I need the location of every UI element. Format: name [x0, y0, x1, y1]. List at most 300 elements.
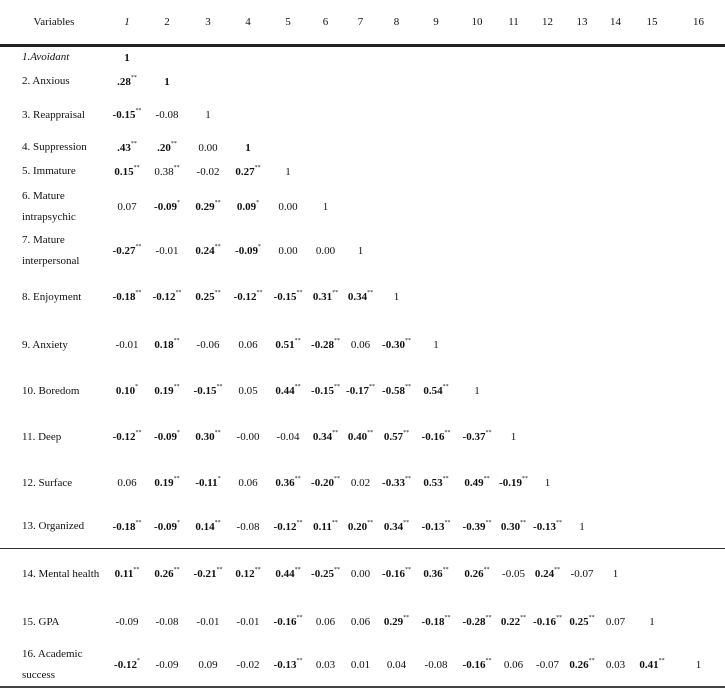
cell-value: -0.15 [311, 385, 334, 397]
correlation-cell [497, 460, 530, 506]
significance-marker: ** [333, 384, 340, 390]
correlation-cell [457, 160, 497, 183]
row-label: 11. Deep [22, 430, 62, 443]
correlation-cell [497, 272, 530, 322]
correlation-cell [632, 322, 672, 368]
correlation-cell [415, 548, 457, 600]
cell-value: -0.13 [533, 520, 556, 533]
cell-value: 0.30 [195, 431, 215, 443]
header-variables: Variables [33, 16, 75, 28]
correlation-cell [497, 46, 530, 69]
significance-marker: ** [404, 476, 411, 482]
correlation-cell [378, 644, 415, 687]
cell-value: 0.44 [275, 568, 295, 581]
significance-marker: ** [555, 615, 562, 621]
correlation-cell [497, 600, 530, 644]
cell-value: 0.51 [275, 339, 295, 351]
significance-marker: ** [173, 338, 180, 344]
correlation-cell [146, 460, 188, 506]
correlation-cell [188, 68, 228, 95]
correlation-cell [308, 46, 343, 69]
significance-marker: ** [367, 290, 374, 296]
correlation-cell [457, 272, 497, 322]
significance-marker: ** [442, 384, 449, 390]
correlation-cell [268, 135, 308, 160]
significance-marker: * [136, 658, 140, 664]
correlation-cell [378, 322, 415, 368]
correlation-cell [530, 46, 565, 69]
correlation-cell [268, 600, 308, 644]
correlation-cell [632, 548, 672, 600]
cell-value: 0.36 [423, 568, 443, 581]
correlation-cell [599, 68, 632, 95]
cell-value: -0.15 [273, 291, 297, 303]
cell-value: 0.12 [235, 568, 255, 581]
correlation-cell [378, 68, 415, 95]
table-row [0, 644, 725, 687]
correlation-cell [378, 548, 415, 600]
correlation-cell [188, 644, 228, 687]
cell-value: 0.15 [114, 165, 134, 178]
cell-value: -0.12 [152, 291, 176, 303]
correlation-cell [632, 368, 672, 414]
cell-value: -0.18 [421, 616, 445, 628]
correlation-cell [146, 46, 188, 69]
cell-value: 1 [433, 339, 439, 351]
correlation-cell [308, 230, 343, 272]
cell-value: 0.11 [313, 520, 332, 533]
cell-value: -0.16 [421, 431, 445, 443]
correlation-cell [188, 135, 228, 160]
significance-marker: ** [332, 290, 339, 296]
header-column: 6 [322, 16, 329, 28]
correlation-cell [530, 183, 565, 230]
significance-marker: ** [555, 519, 562, 526]
correlation-cell [228, 644, 268, 687]
correlation-cell [457, 600, 497, 644]
correlation-cell [146, 600, 188, 644]
correlation-cell [415, 68, 457, 95]
significance-marker: ** [254, 164, 261, 171]
cell-value: -0.39 [462, 520, 486, 533]
cell-value: 0.22 [500, 616, 521, 628]
cell-value: -0.08 [424, 659, 448, 671]
correlation-cell [378, 414, 415, 460]
correlation-cell [632, 95, 672, 135]
correlation-cell [308, 135, 343, 160]
correlation-cell [146, 506, 188, 548]
correlation-cell [188, 460, 228, 506]
correlation-cell [632, 68, 672, 95]
cell-value: -0.20 [311, 477, 334, 489]
correlation-cell [565, 135, 599, 160]
significance-marker: ** [135, 108, 142, 114]
correlation-cell [530, 68, 565, 95]
cell-value: 0.01 [350, 659, 371, 671]
correlation-cell [308, 600, 343, 644]
correlation-cell [672, 135, 725, 160]
cell-value: -0.12 [112, 431, 136, 443]
correlation-cell [343, 548, 378, 600]
correlation-cell [228, 414, 268, 460]
correlation-cell [228, 230, 268, 272]
row-label: 6. Mature intrapsychic [22, 189, 76, 223]
correlation-cell [497, 414, 530, 460]
cell-value: 0.24 [195, 245, 215, 257]
row-label: 14. Mental health [22, 567, 100, 580]
correlation-cell [228, 460, 268, 506]
correlation-cell [308, 95, 343, 135]
correlation-cell [565, 414, 599, 460]
correlation-cell [457, 183, 497, 230]
correlation-cell [108, 183, 146, 230]
correlation-cell [457, 322, 497, 368]
correlation-cell [268, 230, 308, 272]
correlation-cell [599, 322, 632, 368]
correlation-cell [457, 135, 497, 160]
cell-value: 0.14 [195, 520, 215, 533]
cell-value: 1 [544, 477, 551, 489]
correlation-cell [146, 68, 188, 95]
cell-value: -0.08 [155, 109, 179, 121]
correlation-cell [108, 600, 146, 644]
cell-value: 0.06 [503, 659, 524, 671]
cell-value: -0.08 [236, 520, 260, 533]
correlation-cell [672, 600, 725, 644]
correlation-cell [108, 368, 146, 414]
correlation-cell [308, 68, 343, 95]
correlation-cell [415, 368, 457, 414]
correlation-cell [308, 506, 343, 548]
correlation-cell [188, 230, 228, 272]
significance-marker: ** [444, 519, 451, 526]
significance-marker: ** [296, 290, 303, 296]
correlation-cell [497, 95, 530, 135]
significance-marker: ** [403, 430, 410, 436]
cell-value: 0.34 [383, 520, 404, 533]
cell-value: -0.07 [570, 568, 594, 581]
significance-marker: ** [135, 290, 142, 296]
correlation-cell [188, 160, 228, 183]
correlation-cell [108, 548, 146, 600]
correlation-cell [343, 414, 378, 460]
significance-marker: ** [294, 476, 301, 482]
correlation-cell [632, 460, 672, 506]
correlation-cell [565, 183, 599, 230]
cell-value: 0.31 [312, 291, 333, 303]
cell-value: 0.06 [350, 616, 371, 628]
cell-value: 0.04 [386, 659, 407, 671]
significance-marker: * [217, 476, 221, 482]
cell-value: -0.01 [115, 339, 139, 351]
cell-value: -0.09 [155, 659, 179, 671]
cell-value: 0.19 [154, 385, 174, 397]
correlation-cell [415, 95, 457, 135]
correlation-cell [146, 548, 188, 600]
correlation-cell [268, 368, 308, 414]
cell-value: 1 [649, 616, 655, 628]
correlation-cell [308, 272, 343, 322]
correlation-cell [565, 230, 599, 272]
table-row [0, 414, 725, 460]
correlation-cell [599, 414, 632, 460]
correlation-cell [268, 414, 308, 460]
significance-marker: ** [294, 384, 301, 390]
significance-marker: ** [216, 567, 223, 574]
correlation-cell [308, 414, 343, 460]
significance-marker: ** [367, 430, 374, 436]
correlation-cell [146, 272, 188, 322]
significance-marker: ** [216, 384, 223, 390]
correlation-cell [146, 368, 188, 414]
correlation-cell [343, 600, 378, 644]
cell-value: -0.01 [155, 245, 179, 257]
significance-marker: ** [133, 164, 140, 171]
significance-marker: ** [333, 338, 340, 344]
cell-value: 0.29 [195, 200, 215, 213]
correlation-cell [228, 506, 268, 548]
cell-value: 0.19 [154, 477, 174, 489]
cell-value: -0.17 [346, 385, 369, 397]
cell-value: -0.15 [112, 109, 136, 121]
cell-value: -0.11 [195, 477, 218, 489]
cell-value: 1 [510, 431, 517, 443]
cell-value: 1 [612, 568, 619, 581]
cell-value: -0.16 [462, 659, 486, 671]
correlation-cell [565, 95, 599, 135]
significance-marker: ** [170, 140, 177, 147]
cell-value: 0.57 [383, 431, 404, 443]
correlation-cell [228, 272, 268, 322]
correlation-cell [672, 548, 725, 600]
correlation-cell [497, 368, 530, 414]
significance-marker: ** [404, 338, 411, 344]
cell-value: -0.15 [193, 385, 217, 397]
row-label: 2. Anxious [22, 75, 70, 87]
row-label: 3. Reappraisal [22, 108, 85, 121]
correlation-cell [228, 322, 268, 368]
correlation-cell [378, 183, 415, 230]
cell-value: -0.13 [421, 520, 445, 533]
significance-marker: ** [173, 476, 180, 482]
correlation-cell [146, 95, 188, 135]
significance-marker: * [176, 199, 180, 206]
significance-marker: ** [294, 338, 301, 344]
cell-value: -0.18 [112, 520, 136, 533]
correlation-cell [457, 68, 497, 95]
correlation-cell [530, 600, 565, 644]
correlation-cell [530, 548, 565, 600]
correlation-cell [308, 460, 343, 506]
correlation-cell [415, 272, 457, 322]
correlation-cell [378, 46, 415, 69]
significance-marker: ** [442, 476, 449, 482]
correlation-cell [457, 414, 497, 460]
significance-marker: ** [254, 567, 261, 574]
cell-value: 1 [474, 385, 480, 397]
table-row [0, 548, 725, 600]
significance-marker: ** [175, 290, 182, 296]
cell-value: 0.36 [275, 477, 295, 489]
correlation-cell [108, 272, 146, 322]
cell-value: 0.03 [605, 659, 626, 671]
correlation-cell [599, 368, 632, 414]
correlation-cell [599, 548, 632, 600]
significance-marker: ** [173, 384, 180, 390]
correlation-cell [672, 506, 725, 548]
correlation-cell [188, 95, 228, 135]
cell-value: .43 [117, 141, 131, 154]
correlation-cell [343, 322, 378, 368]
correlation-cell [672, 414, 725, 460]
header-column: 5 [285, 16, 291, 28]
cell-value: 0.02 [350, 477, 371, 489]
correlation-cell [632, 414, 672, 460]
correlation-cell [228, 548, 268, 600]
row-label: 13. Organized [22, 520, 85, 533]
cell-value: 0.09 [236, 200, 257, 213]
cell-value: -0.09 [115, 616, 139, 628]
correlation-cell [632, 230, 672, 272]
correlation-cell [308, 644, 343, 687]
correlation-cell [188, 548, 228, 600]
correlation-cell [343, 460, 378, 506]
correlation-cell [632, 506, 672, 548]
cell-value: -0.25 [311, 568, 334, 581]
correlation-cell [228, 95, 268, 135]
correlation-cell [378, 95, 415, 135]
correlation-cell [343, 506, 378, 548]
table-row [0, 272, 725, 322]
correlation-cell [108, 135, 146, 160]
correlation-cell [632, 46, 672, 69]
correlation-cell [343, 95, 378, 135]
correlation-cell [308, 368, 343, 414]
header-column: 11 [508, 16, 519, 28]
correlation-cell [565, 506, 599, 548]
significance-marker: ** [214, 290, 221, 296]
cell-value: 0.25 [569, 616, 589, 628]
cell-value: 0.03 [315, 659, 336, 671]
cell-value: 0.26 [154, 568, 174, 581]
cell-value: -0.09 [235, 245, 258, 257]
correlation-cell [146, 644, 188, 687]
header-column: 13 [576, 16, 588, 28]
cell-value: 0.54 [423, 385, 443, 397]
correlation-cell [146, 135, 188, 160]
cell-value: 0.24 [534, 568, 555, 581]
correlation-cell [565, 272, 599, 322]
correlation-cell [530, 230, 565, 272]
correlation-cell [378, 600, 415, 644]
cell-value: 0.25 [195, 291, 215, 303]
correlation-cell [415, 160, 457, 183]
cell-value: 0.06 [238, 339, 258, 351]
correlation-cell [343, 135, 378, 160]
correlation-cell [343, 46, 378, 69]
correlation-cell [530, 135, 565, 160]
correlation-cell [497, 68, 530, 95]
correlation-cell [457, 548, 497, 600]
significance-marker: * [256, 199, 260, 206]
correlation-cell [188, 183, 228, 230]
correlation-cell [415, 230, 457, 272]
correlation-cell [672, 322, 725, 368]
cell-value: -0.28 [462, 616, 486, 628]
correlation-cell [530, 414, 565, 460]
row-label: 10. Boredom [22, 384, 80, 397]
significance-marker: ** [483, 476, 490, 482]
cell-value: -0.37 [462, 431, 486, 443]
correlation-cell [268, 272, 308, 322]
correlation-cell [378, 272, 415, 322]
correlation-cell [188, 322, 228, 368]
correlation-cell [530, 368, 565, 414]
correlation-cell [599, 506, 632, 548]
correlation-cell [497, 644, 530, 687]
correlation-cell [343, 272, 378, 322]
correlation-cell [268, 46, 308, 69]
significance-marker: ** [485, 519, 492, 526]
cell-value: 0.00 [278, 200, 298, 213]
cell-value: 0.10 [115, 385, 136, 397]
cell-value: -0.18 [112, 291, 136, 303]
cell-value: -0.16 [533, 616, 556, 628]
cell-value: -0.27 [112, 245, 136, 257]
cell-value: 1 [124, 51, 130, 64]
significance-marker: ** [485, 658, 492, 664]
cell-value: -0.09 [154, 200, 177, 213]
correlation-cell [415, 183, 457, 230]
table-row [0, 600, 725, 644]
cell-value: 0.05 [238, 385, 258, 397]
correlation-cell [108, 322, 146, 368]
significance-marker: ** [444, 615, 451, 621]
correlation-cell [108, 68, 146, 95]
significance-marker: ** [332, 430, 339, 436]
table-row [0, 460, 725, 506]
header-column: 10 [471, 16, 483, 28]
cell-value: .20 [157, 141, 171, 154]
cell-value: -0.00 [236, 431, 260, 443]
significance-marker: * [135, 384, 139, 390]
correlation-cell [599, 135, 632, 160]
correlation-cell [343, 183, 378, 230]
header-column: 14 [610, 16, 621, 28]
correlation-cell [672, 272, 725, 322]
significance-marker: ** [444, 430, 451, 436]
correlation-cell [378, 160, 415, 183]
cell-value: -0.13 [273, 659, 297, 671]
table-row [0, 160, 725, 183]
significance-marker: ** [588, 658, 595, 664]
significance-marker: ** [133, 567, 140, 574]
significance-marker: ** [296, 519, 303, 526]
correlation-cell [228, 135, 268, 160]
correlation-cell [268, 644, 308, 687]
table-row [0, 368, 725, 414]
cell-value: -0.08 [155, 616, 179, 628]
row-label: 7. Mature interpersonal [22, 234, 80, 267]
significance-marker: ** [214, 519, 221, 526]
significance-marker: * [176, 430, 180, 436]
correlation-cell [146, 160, 188, 183]
table-row [0, 230, 725, 272]
cell-value: -0.01 [196, 616, 220, 628]
correlation-cell [457, 644, 497, 687]
significance-marker: ** [130, 74, 137, 81]
significance-marker: ** [483, 567, 490, 574]
